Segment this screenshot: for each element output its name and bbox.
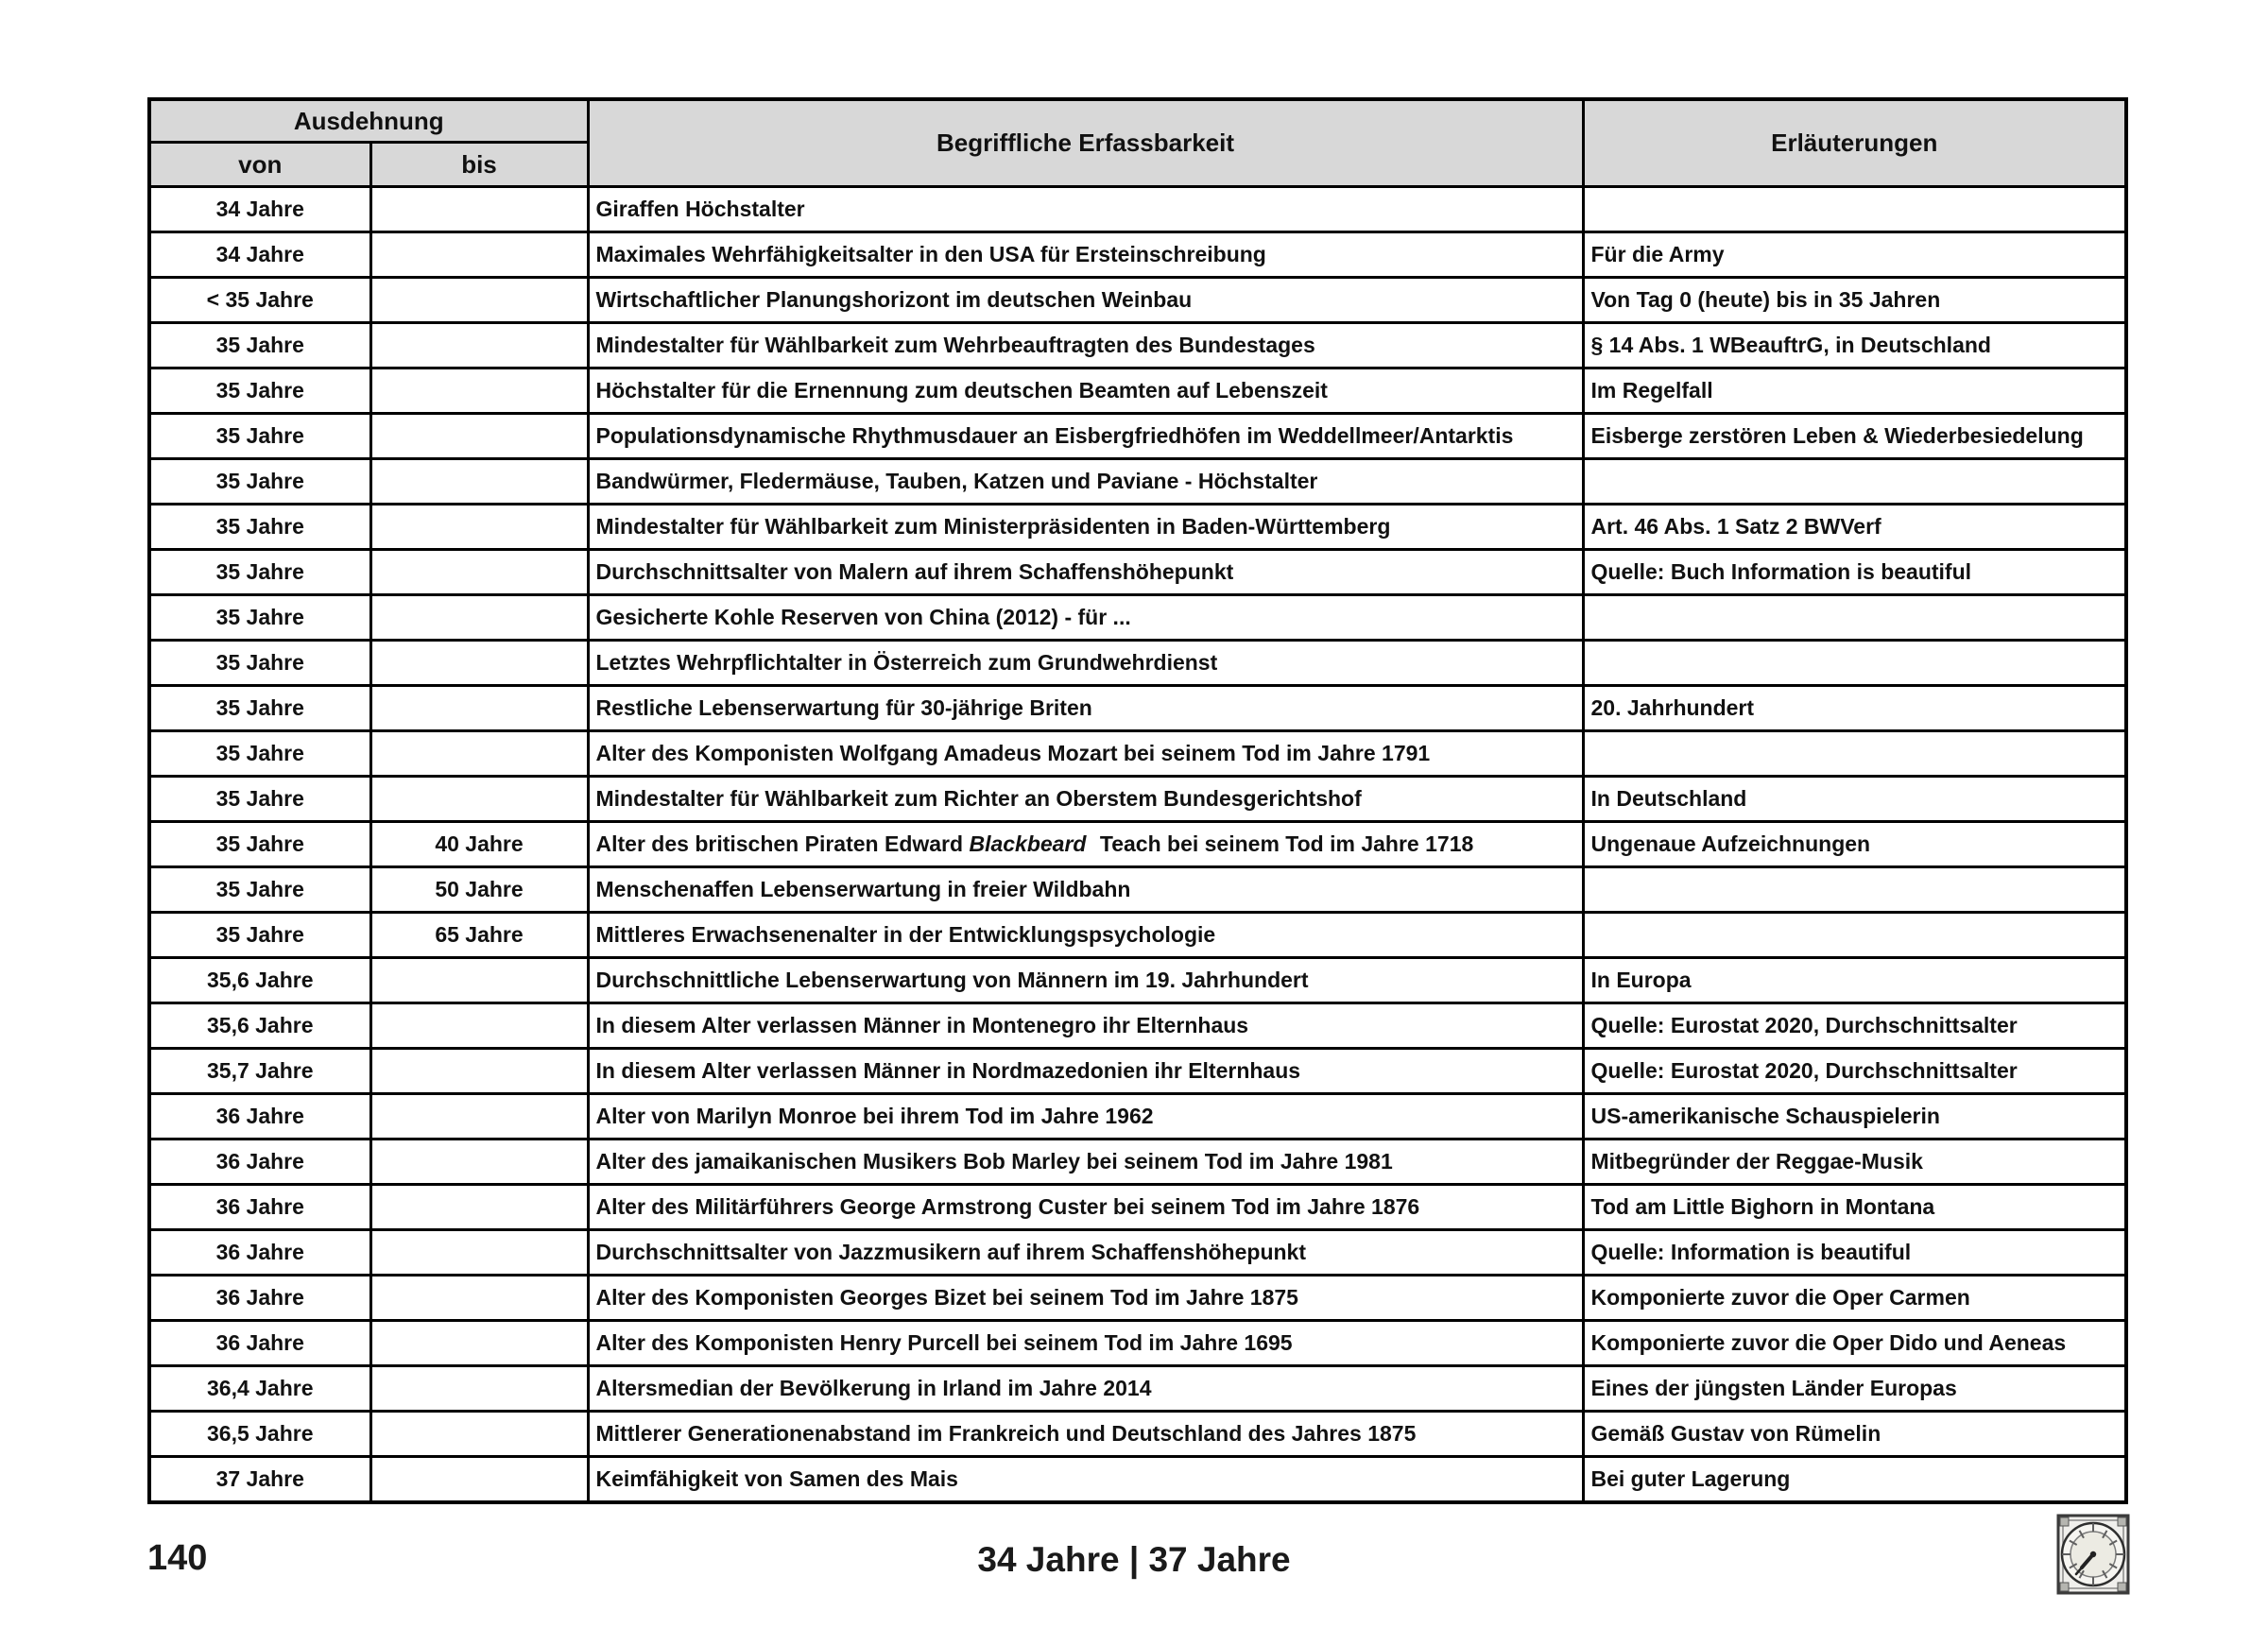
cell-bis — [370, 1366, 588, 1412]
table-row — [149, 1140, 2126, 1185]
cell-bis: 50 Jahre — [370, 867, 588, 913]
cell-erlaeuterung: Eisberge zerstören Leben & Wiederbesiedelung — [1583, 414, 2126, 459]
table-row — [149, 1321, 2126, 1366]
cell-bis — [370, 731, 588, 777]
cell-begriffliche-erfassbarkeit: Mittlerer Generationenabstand im Frankreich und Deutschland des Jahres 1875 — [588, 1412, 1583, 1457]
table-row — [149, 777, 2126, 822]
cell-begriffliche-erfassbarkeit: In diesem Alter verlassen Männer in Nordmazedonien ihr Elternhaus — [588, 1049, 1583, 1094]
table-row — [149, 822, 2126, 867]
cell-bis — [370, 1321, 588, 1366]
cell-begriffliche-erfassbarkeit: Wirtschaftlicher Planungshorizont im deutschen Weinbau — [588, 278, 1583, 323]
cell-erlaeuterung: Von Tag 0 (heute) bis in 35 Jahren — [1583, 278, 2126, 323]
cell-von: < 35 Jahre — [149, 278, 370, 323]
cell-erlaeuterung — [1583, 867, 2126, 913]
table-row — [149, 1366, 2126, 1412]
table-row — [149, 187, 2126, 232]
cell-von: 34 Jahre — [149, 232, 370, 278]
cell-von: 35 Jahre — [149, 550, 370, 595]
cell-erlaeuterung: § 14 Abs. 1 WBeauftrG, in Deutschland — [1583, 323, 2126, 368]
table-row — [149, 1094, 2126, 1140]
cell-begriffliche-erfassbarkeit: Mindestalter für Wählbarkeit zum Ministerpräsidenten in Baden-Württemberg — [588, 505, 1583, 550]
table-row — [149, 505, 2126, 550]
cell-bis — [370, 595, 588, 641]
cell-erlaeuterung — [1583, 459, 2126, 505]
cell-von: 36 Jahre — [149, 1185, 370, 1230]
cell-bis — [370, 1457, 588, 1503]
table-row — [149, 1412, 2126, 1457]
cell-begriffliche-erfassbarkeit: Restliche Lebenserwartung für 30-jährige Briten — [588, 686, 1583, 731]
cell-begriffliche-erfassbarkeit: Menschenaffen Lebenserwartung in freier Wildbahn — [588, 867, 1583, 913]
cell-von: 36 Jahre — [149, 1230, 370, 1276]
cell-erlaeuterung: Komponierte zuvor die Oper Dido und Aeneas — [1583, 1321, 2126, 1366]
cell-bis — [370, 1003, 588, 1049]
cell-von: 35,6 Jahre — [149, 958, 370, 1003]
table-row — [149, 1276, 2126, 1321]
page-number: 140 — [147, 1538, 208, 1578]
cell-begriffliche-erfassbarkeit: Altersmedian der Bevölkerung in Irland im Jahre 2014 — [588, 1366, 1583, 1412]
cell-bis: 40 Jahre — [370, 822, 588, 867]
cell-von: 35 Jahre — [149, 686, 370, 731]
cell-bis — [370, 505, 588, 550]
table-header — [149, 99, 2126, 187]
cell-bis — [370, 368, 588, 414]
cell-erlaeuterung — [1583, 595, 2126, 641]
cell-von: 35 Jahre — [149, 777, 370, 822]
cell-begriffliche-erfassbarkeit: Höchstalter für die Ernennung zum deutschen Beamten auf Lebenszeit — [588, 368, 1583, 414]
cell-erlaeuterung: In Deutschland — [1583, 777, 2126, 822]
cell-begriffliche-erfassbarkeit: Maximales Wehrfähigkeitsalter in den USA für Ersteinschreibung — [588, 232, 1583, 278]
cell-bis — [370, 459, 588, 505]
table-row — [149, 414, 2126, 459]
cell-begriffliche-erfassbarkeit: Alter des britischen Piraten Edward Blackbeard Teach bei seinem Tod im Jahre 1718 — [588, 822, 1583, 867]
table-row — [149, 278, 2126, 323]
cell-bis: 65 Jahre — [370, 913, 588, 958]
cell-begriffliche-erfassbarkeit: Gesicherte Kohle Reserven von China (2012) - für ... — [588, 595, 1583, 641]
column-header-erlaeuterungen: Erläuterungen — [1583, 99, 2126, 187]
page-title: 34 Jahre | 37 Jahre — [977, 1540, 1291, 1579]
cell-bis — [370, 1049, 588, 1094]
cell-von: 35 Jahre — [149, 867, 370, 913]
cell-bis — [370, 323, 588, 368]
cell-erlaeuterung — [1583, 913, 2126, 958]
cell-bis — [370, 187, 588, 232]
cell-begriffliche-erfassbarkeit: Mindestalter für Wählbarkeit zum Wehrbeauftragten des Bundestages — [588, 323, 1583, 368]
cell-erlaeuterung: Komponierte zuvor die Oper Carmen — [1583, 1276, 2126, 1321]
table-row — [149, 1230, 2126, 1276]
cell-bis — [370, 1412, 588, 1457]
cell-bis — [370, 958, 588, 1003]
cell-von: 36 Jahre — [149, 1321, 370, 1366]
cell-begriffliche-erfassbarkeit: Keimfähigkeit von Samen des Mais — [588, 1457, 1583, 1503]
cell-erlaeuterung: In Europa — [1583, 958, 2126, 1003]
cell-erlaeuterung: Bei guter Lagerung — [1583, 1457, 2126, 1503]
column-header-ausdehnung: Ausdehnung — [149, 99, 588, 143]
cell-von: 36,4 Jahre — [149, 1366, 370, 1412]
cell-von: 35 Jahre — [149, 595, 370, 641]
cell-bis — [370, 278, 588, 323]
cell-von: 37 Jahre — [149, 1457, 370, 1503]
cell-begriffliche-erfassbarkeit: Durchschnittliche Lebenserwartung von Männern im 19. Jahrhundert — [588, 958, 1583, 1003]
column-header-von: von — [149, 143, 370, 187]
cell-von: 34 Jahre — [149, 187, 370, 232]
cell-von: 36 Jahre — [149, 1094, 370, 1140]
table-row — [149, 1185, 2126, 1230]
cell-bis — [370, 641, 588, 686]
table-row — [149, 323, 2126, 368]
cell-erlaeuterung — [1583, 641, 2126, 686]
table-body — [149, 187, 2126, 1503]
cell-erlaeuterung: Quelle: Information is beautiful — [1583, 1230, 2126, 1276]
cell-erlaeuterung: Im Regelfall — [1583, 368, 2126, 414]
cell-erlaeuterung — [1583, 187, 2126, 232]
cell-bis — [370, 550, 588, 595]
cell-begriffliche-erfassbarkeit: Alter des Komponisten Wolfgang Amadeus Mozart bei seinem Tod im Jahre 1791 — [588, 731, 1583, 777]
cell-von: 35,7 Jahre — [149, 1049, 370, 1094]
age-facts-table — [147, 97, 2128, 1504]
cell-erlaeuterung: Ungenaue Aufzeichnungen — [1583, 822, 2126, 867]
cell-bis — [370, 1185, 588, 1230]
table-row — [149, 958, 2126, 1003]
table-row — [149, 368, 2126, 414]
cell-von: 35 Jahre — [149, 822, 370, 867]
cell-bis — [370, 1140, 588, 1185]
cell-erlaeuterung: Quelle: Eurostat 2020, Durchschnittsalter — [1583, 1003, 2126, 1049]
cell-bis — [370, 686, 588, 731]
cell-von: 35 Jahre — [149, 414, 370, 459]
table-row — [149, 867, 2126, 913]
cell-bis — [370, 1094, 588, 1140]
big-ben-clock-icon — [2056, 1514, 2130, 1595]
cell-von: 35 Jahre — [149, 323, 370, 368]
table-row — [149, 550, 2126, 595]
cell-von: 35 Jahre — [149, 459, 370, 505]
cell-begriffliche-erfassbarkeit: In diesem Alter verlassen Männer in Montenegro ihr Elternhaus — [588, 1003, 1583, 1049]
cell-bis — [370, 232, 588, 278]
cell-von: 35 Jahre — [149, 505, 370, 550]
column-header-bis: bis — [370, 143, 588, 187]
cell-erlaeuterung: Gemäß Gustav von Rümelin — [1583, 1412, 2126, 1457]
cell-bis — [370, 777, 588, 822]
cell-von: 35 Jahre — [149, 913, 370, 958]
cell-erlaeuterung: Mitbegründer der Reggae-Musik — [1583, 1140, 2126, 1185]
cell-erlaeuterung — [1583, 731, 2126, 777]
cell-von: 36,5 Jahre — [149, 1412, 370, 1457]
cell-von: 35 Jahre — [149, 641, 370, 686]
table-row — [149, 731, 2126, 777]
cell-begriffliche-erfassbarkeit: Letztes Wehrpflichtalter in Österreich zum Grundwehrdienst — [588, 641, 1583, 686]
cell-begriffliche-erfassbarkeit: Bandwürmer, Fledermäuse, Tauben, Katzen und Paviane - Höchstalter — [588, 459, 1583, 505]
cell-begriffliche-erfassbarkeit: Alter des Militärführers George Armstrong Custer bei seinem Tod im Jahre 1876 — [588, 1185, 1583, 1230]
cell-begriffliche-erfassbarkeit: Alter des Komponisten Henry Purcell bei seinem Tod im Jahre 1695 — [588, 1321, 1583, 1366]
table-row — [149, 913, 2126, 958]
cell-von: 35 Jahre — [149, 368, 370, 414]
cell-von: 35,6 Jahre — [149, 1003, 370, 1049]
cell-erlaeuterung: Quelle: Buch Information is beautiful — [1583, 550, 2126, 595]
cell-erlaeuterung: Für die Army — [1583, 232, 2126, 278]
cell-begriffliche-erfassbarkeit: Mindestalter für Wählbarkeit zum Richter an Oberstem Bundesgerichtshof — [588, 777, 1583, 822]
column-header-begriffliche-erfassbarkeit: Begriffliche Erfassbarkeit — [588, 99, 1583, 187]
cell-begriffliche-erfassbarkeit: Alter des Komponisten Georges Bizet bei seinem Tod im Jahre 1875 — [588, 1276, 1583, 1321]
cell-erlaeuterung: Tod am Little Bighorn in Montana — [1583, 1185, 2126, 1230]
table-row — [149, 232, 2126, 278]
cell-begriffliche-erfassbarkeit: Mittleres Erwachsenenalter in der Entwicklungspsychologie — [588, 913, 1583, 958]
cell-begriffliche-erfassbarkeit: Alter von Marilyn Monroe bei ihrem Tod im Jahre 1962 — [588, 1094, 1583, 1140]
table-row — [149, 1003, 2126, 1049]
cell-erlaeuterung: US-amerikanische Schauspielerin — [1583, 1094, 2126, 1140]
cell-erlaeuterung: 20. Jahrhundert — [1583, 686, 2126, 731]
cell-bis — [370, 1276, 588, 1321]
cell-von: 36 Jahre — [149, 1276, 370, 1321]
cell-begriffliche-erfassbarkeit: Durchschnittsalter von Jazzmusikern auf ihrem Schaffenshöhepunkt — [588, 1230, 1583, 1276]
cell-erlaeuterung: Art. 46 Abs. 1 Satz 2 BWVerf — [1583, 505, 2126, 550]
cell-von: 36 Jahre — [149, 1140, 370, 1185]
cell-von: 35 Jahre — [149, 731, 370, 777]
table-row — [149, 1049, 2126, 1094]
cell-begriffliche-erfassbarkeit: Populationsdynamische Rhythmusdauer an Eisbergfriedhöfen im Weddellmeer/Antarktis — [588, 414, 1583, 459]
table-row — [149, 459, 2126, 505]
cell-erlaeuterung: Eines der jüngsten Länder Europas — [1583, 1366, 2126, 1412]
cell-begriffliche-erfassbarkeit: Durchschnittsalter von Malern auf ihrem Schaffenshöhepunkt — [588, 550, 1583, 595]
table-row — [149, 1457, 2126, 1503]
cell-bis — [370, 1230, 588, 1276]
table-row — [149, 595, 2126, 641]
table-row — [149, 641, 2126, 686]
table-row — [149, 686, 2126, 731]
cell-begriffliche-erfassbarkeit: Alter des jamaikanischen Musikers Bob Marley bei seinem Tod im Jahre 1981 — [588, 1140, 1583, 1185]
cell-bis — [370, 414, 588, 459]
cell-begriffliche-erfassbarkeit: Giraffen Höchstalter — [588, 187, 1583, 232]
cell-erlaeuterung: Quelle: Eurostat 2020, Durchschnittsalter — [1583, 1049, 2126, 1094]
